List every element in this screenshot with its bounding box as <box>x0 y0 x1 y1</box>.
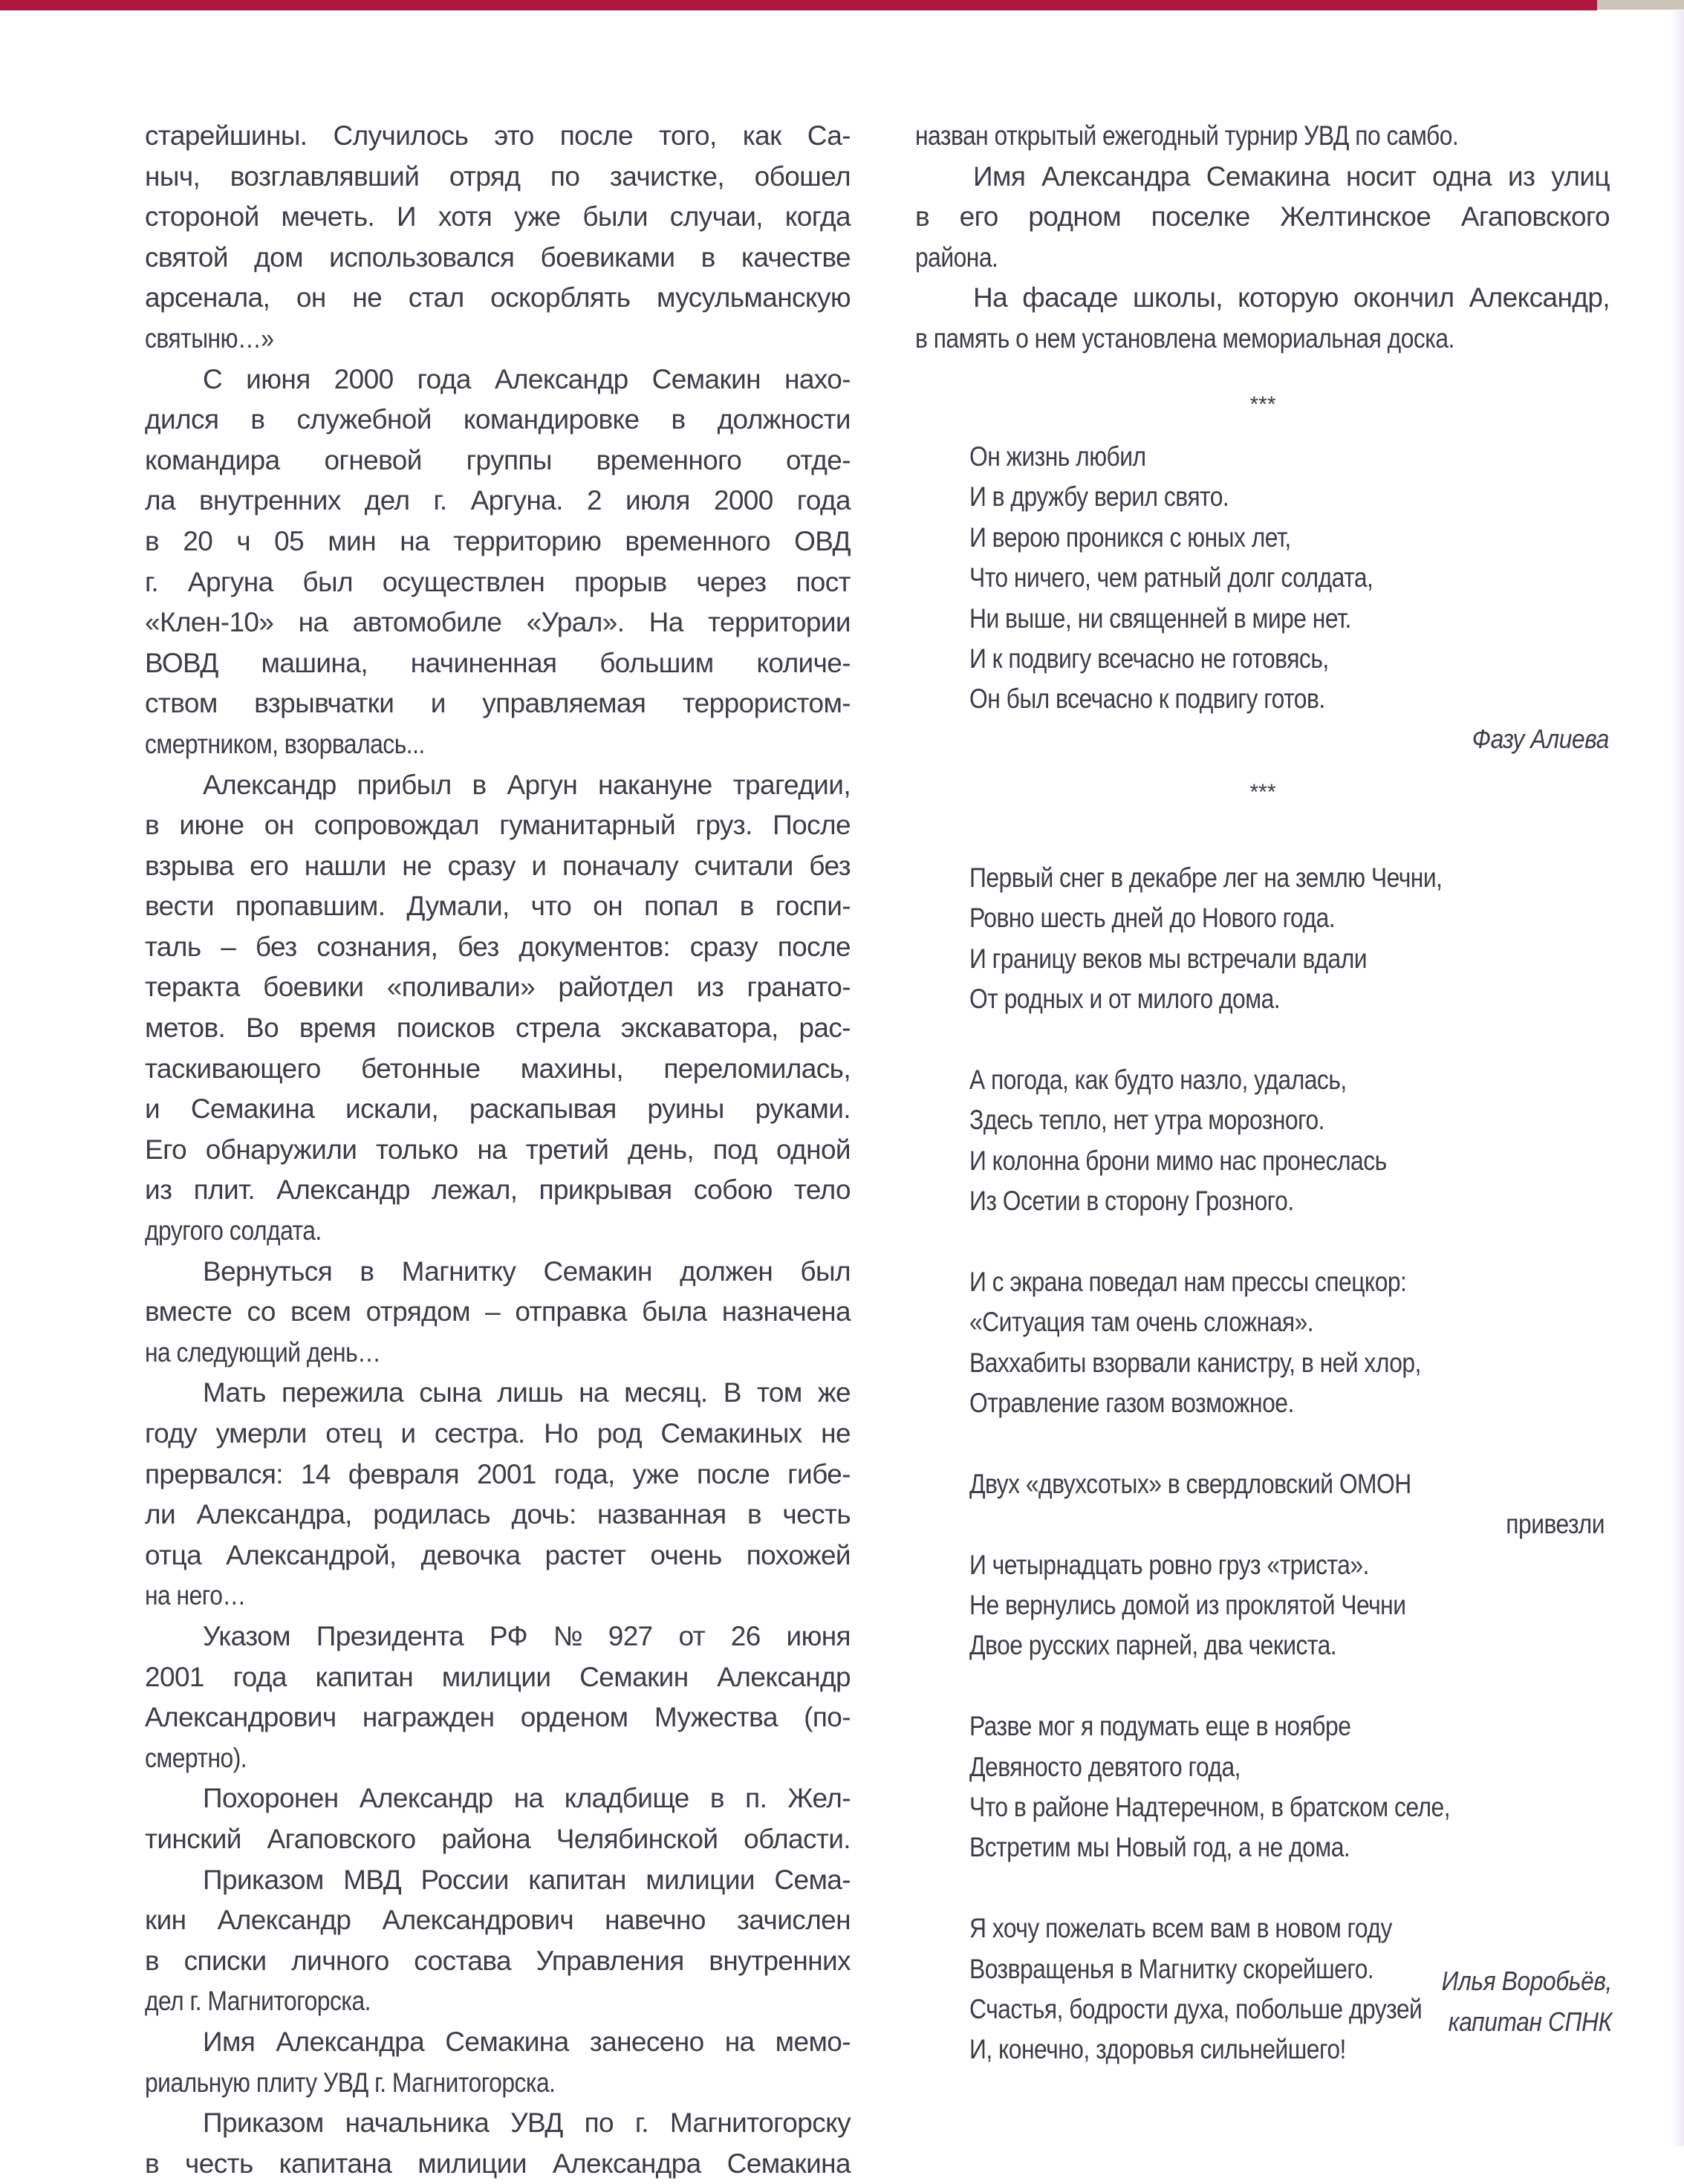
text-line: 2001 года капитан милиции Семакин Александр <box>145 1661 851 1692</box>
text-line: ством взрывчатки и управляемая террористом- <box>145 688 851 719</box>
poem-line: Ровно шесть дней до Нового года. <box>969 903 1336 934</box>
text-line: теракта боевики «поливали» райотдел из гранато- <box>145 972 851 1003</box>
section-separator: *** <box>1249 392 1276 417</box>
text-line: района. <box>915 241 998 273</box>
poem-line: И четырнадцать ровно груз «триста». <box>969 1549 1369 1580</box>
text-line: таскивающего бетонные махины, переломилась, <box>145 1053 851 1084</box>
text-line: смертно). <box>145 1742 247 1773</box>
text-line: вести пропавшим. Думали, что он попал в госпи- <box>145 891 851 922</box>
poem-line: Отравление газом возможное. <box>969 1388 1294 1419</box>
text-line: дел г. Магнитогорска. <box>145 1986 371 2017</box>
text-line: дился в служебной командировке в должности <box>145 404 851 435</box>
text-line: святой дом использовался боевиками в качестве <box>145 241 851 273</box>
text-line: на него… <box>145 1580 246 1611</box>
text-line: году умерли отец и сестра. Но род Семакиных не <box>145 1418 851 1449</box>
text-line: Указом Президента РФ № 927 от 26 июня <box>203 1620 851 1651</box>
poem-line: И в дружбу верил свято. <box>969 481 1229 513</box>
poem-1 <box>969 437 1439 720</box>
text-line: взрыва его нашли не сразу и поначалу считали без <box>145 850 851 881</box>
poem-line: Здесь тепло, нет утра морозного. <box>969 1105 1325 1136</box>
text-line: ли Александра, родилась дочь: названная в честь <box>145 1499 851 1530</box>
text-line: Александр прибыл в Аргун накануне трагедии, <box>203 769 851 800</box>
poem-line: привезли <box>1506 1509 1605 1540</box>
poem-line: Первый снег в декабре лег на землю Чечни, <box>969 862 1443 893</box>
poem-line: И с экрана поведал нам прессы спецкор: <box>969 1266 1407 1297</box>
text-line: и Семакина искали, раскапывая руины руками. <box>145 1093 851 1125</box>
poem-line: И границу веков мы встречали вдали <box>969 943 1368 974</box>
poem-line: И колонна брони мимо нас пронеслась <box>969 1145 1387 1176</box>
poem-2-author-title: капитан СПНК <box>1448 2006 1612 2037</box>
text-line: на следующий день… <box>145 1336 381 1368</box>
text-line: кин Александр Александрович навечно зачислен <box>145 1905 851 1936</box>
text-line: прервался: 14 февраля 2001 года, уже после гибе- <box>145 1458 851 1489</box>
text-line: Александрович награжден орденом Мужества (по- <box>145 1702 851 1733</box>
text-line: «Клен-10» на автомобиле «Урал». На территории <box>145 607 851 638</box>
text-line: Похоронен Александр на кладбище в п. Жел- <box>203 1783 851 1814</box>
right-column-prose <box>915 116 1610 360</box>
text-line: ныч, возглавлявший отряд по зачистке, обошел <box>145 160 851 192</box>
text-line: святыню…» <box>145 322 274 354</box>
text-line: в списки личного состава Управления внутренних <box>145 1945 851 1976</box>
poem-line: И верою проникся с юных лет, <box>969 521 1291 553</box>
top-band-edge <box>1597 0 1684 10</box>
text-line: вместе со всем отрядом – отправка была назначена <box>145 1296 851 1327</box>
poem-line: Ни выше, ни священней в мире нет. <box>969 602 1351 634</box>
poem-line: Он был всечасно к подвигу готов. <box>969 683 1325 715</box>
text-line: Приказом МВД России капитан милиции Сема- <box>203 1864 851 1895</box>
poem-line: Двое русских парней, два чекиста. <box>969 1630 1337 1661</box>
text-line: ла внутренних дел г. Аргуна. 2 июля 2000 года <box>145 485 851 516</box>
poem-line: Ваххабиты взорвали канистру, в ней хлор, <box>969 1347 1421 1378</box>
text-line: таль – без сознания, без документов: сразу после <box>145 931 851 962</box>
stanza-gap <box>969 1222 1605 1262</box>
text-line: ВОВД машина, начиненная большим количе- <box>145 647 851 678</box>
poem-line: Что в районе Надтеречном, в братском селе, <box>969 1791 1451 1822</box>
poem-line: А погода, как будто назло, удалась, <box>969 1064 1347 1095</box>
poem-1-author: Фазу Алиева <box>1472 724 1609 754</box>
text-line: командира огневой группы временного отде- <box>145 444 851 475</box>
poem-line: Из Осетии в сторону Грозного. <box>969 1186 1294 1217</box>
stanza-gap <box>969 1666 1605 1706</box>
text-line: смертником, взорвалась... <box>145 728 425 759</box>
text-line: Его обнаружили только на третий день, под одной <box>145 1134 851 1165</box>
poem-line: Двух «двухсотых» в свердловский ОМОН <box>969 1468 1411 1499</box>
poem-2-author-name: Илья Воробьёв, <box>1441 1966 1612 1996</box>
text-line: риальную плиту УВД г. Магнитогорска. <box>145 2067 556 2098</box>
poem-line: Встретим мы Новый год, а не дома. <box>969 1832 1350 1863</box>
poem-line: Что ничего, чем ратный долг солдата, <box>969 562 1373 594</box>
text-line: Имя Александра Семакина занесено на мемо- <box>203 2026 851 2057</box>
text-line: Имя Александра Семакина носит одна из улиц <box>973 160 1610 192</box>
text-line: Вернуться в Магнитку Семакин должен был <box>203 1255 851 1287</box>
text-line: в честь капитана милиции Александра Семакина <box>145 2148 851 2179</box>
poem-line: От родных и от милого дома. <box>969 984 1281 1015</box>
text-line: в июне он сопровождал гуманитарный груз. После <box>145 810 851 841</box>
stanza-gap <box>969 1020 1605 1060</box>
stanza-gap <box>969 1423 1605 1463</box>
poem-line: Счастья, бодрости духа, побольше друзей <box>969 1993 1423 2024</box>
text-line: На фасаде школы, которую окончил Александр, <box>973 282 1610 313</box>
text-line: другого солдата. <box>145 1215 322 1247</box>
text-line: из плит. Александр лежал, прикрывая собою тело <box>145 1174 851 1206</box>
text-line: г. Аргуна был осуществлен прорыв через пост <box>145 566 851 597</box>
text-line: отца Александрой, девочка растет очень похожей <box>145 1539 851 1570</box>
text-line: в его родном поселке Желтинское Агаповского <box>915 201 1610 233</box>
text-line: метов. Во время поисков стрела экскаватора, рас- <box>145 1013 851 1044</box>
text-line: старейшины. Случилось это после того, как Са- <box>145 120 851 151</box>
poem-line: «Ситуация там очень сложная». <box>969 1307 1314 1338</box>
left-column <box>145 116 851 2184</box>
poem-line: И к подвигу всечасно не готовясь, <box>969 643 1329 674</box>
poem-line: Возвращенья в Магнитку скорейшего. <box>969 1953 1374 1984</box>
text-line: Мать пережила сына лишь на месяц. В том же <box>203 1377 851 1408</box>
stanza-gap <box>969 1868 1605 1908</box>
text-line: Приказом начальника УВД по г. Магнитогорску <box>203 2107 851 2139</box>
top-color-band <box>0 0 1597 10</box>
text-line: стороной мечеть. И хотя уже были случаи, когда <box>145 201 851 233</box>
poem-line: Разве мог я подумать еще в ноябре <box>969 1711 1351 1742</box>
poem-line: Девяносто девятого года, <box>969 1751 1241 1782</box>
poem-line: Я хочу пожелать всем вам в новом году <box>969 1913 1392 1944</box>
text-line: назван открытый ежегодный турнир УВД по самбо. <box>915 120 1459 151</box>
page-edge-shade <box>1671 10 1684 2146</box>
section-separator-2: *** <box>1249 780 1276 805</box>
poem-line: Не вернулись домой из проклятой Чечни <box>969 1590 1406 1621</box>
text-line: арсенала, он не стал оскорблять мусульманскую <box>145 282 851 313</box>
poem-line: И, конечно, здоровья сильнейшего! <box>969 2034 1346 2065</box>
text-line: в память о нем установлена мемориальная доска. <box>915 322 1454 354</box>
text-line: С июня 2000 года Александр Семакин нахо- <box>203 363 851 394</box>
poem-line: Он жизнь любил <box>969 441 1146 472</box>
text-line: тинский Агаповского района Челябинской области. <box>145 1823 851 1854</box>
text-line: в 20 ч 05 мин на территорию временного ОВД <box>145 525 851 556</box>
poem-2 <box>969 858 1605 2070</box>
